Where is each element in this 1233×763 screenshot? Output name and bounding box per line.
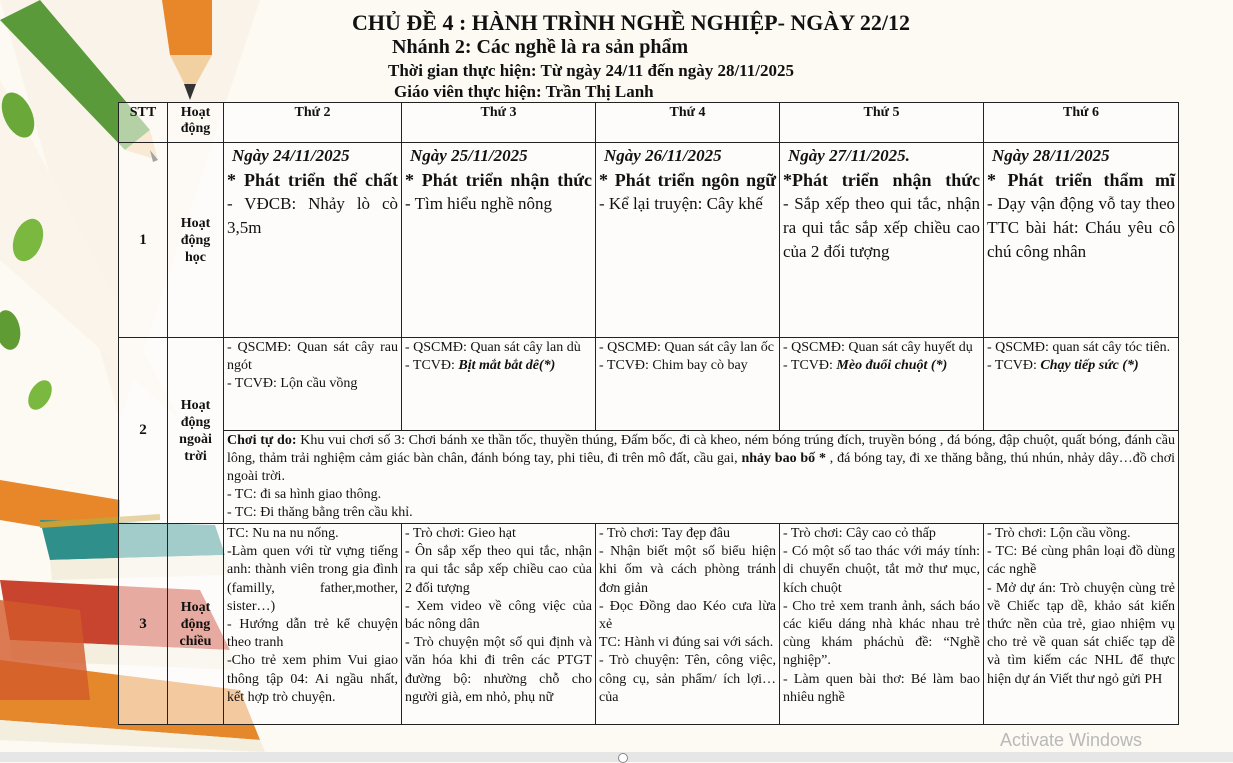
header-activity: Hoạt động [168,103,224,143]
header-stt: STT [119,103,168,143]
row-number: 2 [119,338,168,524]
teacher-text: Giáo viên thực hiện: Trần Thị Lanh [394,82,654,101]
header-monday: Thứ 2 [224,103,402,143]
table-row [119,338,1179,431]
game-line [987,357,1175,375]
row-number: 1 [119,143,168,338]
free-play-label: Chơi tự do: [227,433,297,448]
afternoon-item: - Có một số tao thác với máy tính: di chuyển chuột, tắt mở thư mục, kích chuột [783,544,980,596]
afternoon-item: -Làm quen với từ vựng tiếng anh: thành viên trong gia đình (familly, father,mother, sister…) [227,544,398,614]
day-date: Ngày 24/11/2025 [232,146,350,165]
day-date: Ngày 27/11/2025. [788,146,910,165]
afternoon-item: TC: Hành vi đúng sai với sách. [599,635,774,651]
day-cell [984,143,1179,338]
game-prefix: - TCVĐ: [227,376,281,391]
afternoon-item: - Xem video về công việc của bác nông dân [405,598,592,633]
weekly-plan-table [118,102,1179,725]
afternoon-item: - Nhận biết một số biểu hiện khi ốm và cách phòng tránh đơn giản [599,544,776,596]
game-line [227,375,398,393]
game-prefix: - TCVĐ: [987,358,1041,373]
table-header-row [119,103,1179,143]
afternoon-item: -Cho trẻ xem phim Vui giao thông tập 04: Ai ngầu nhất, kết hợp trò chuyện. [227,653,398,705]
afternoon-item: - Trò chơi: Lộn cầu vồng. [987,526,1131,541]
observation-text: - QSCMĐ: Quan sát cây lan dù [405,340,581,355]
header-wednesday: Thứ 4 [596,103,780,143]
observation-text: - QSCMĐ: quan sát cây tóc tiên. [987,340,1171,355]
game-line [783,357,980,375]
header-thursday: Thứ 5 [780,103,984,143]
day-cell [224,338,402,431]
game-line [405,357,592,375]
afternoon-item: - Cho trẻ xem tranh ảnh, sách báo các kiểu dáng nhà khác nhau trẻ cùng khám pháchủ đề: “Nghề nghiệp”. [783,598,980,669]
free-play-game: - TC: Đi thăng bằng trên cầu khỉ. [227,505,413,520]
afternoon-item: - Hướng dẫn trẻ kể chuyện theo tranh [227,617,398,651]
day-cell [596,338,780,431]
afternoon-item: - Ôn sắp xếp theo qui tắc, nhận ra qui tắc sắp xếp chiều cao của 2 đối tượng [405,544,592,596]
day-content: - Kể lại truyện: Cây khế [599,194,763,213]
day-content: - VĐCB: Nhảy lò cò 3,5m [227,194,398,237]
free-play-text [227,432,1175,486]
day-cell [596,524,780,725]
afternoon-item: - Trò chơi: Tay đẹp đâu [599,526,730,541]
day-date: Ngày 26/11/2025 [604,146,722,165]
afternoon-item: - Trò chuyện: Tên, công việc, công cụ, sản phẩm/ ích lợi… của [599,653,776,705]
day-subject: *Phát triển nhận thức [783,170,980,190]
day-content: - Tìm hiểu nghề nông [405,194,552,213]
game-line [599,357,776,375]
activation-watermark: Activate Windows [1000,730,1143,750]
game-name: Mèo đuổi chuột (*) [836,358,948,373]
afternoon-item: - Trò chơi: Gieo hạt [405,526,516,541]
game-prefix: - TCVĐ: [599,358,653,373]
day-cell [402,338,596,431]
table-row [119,143,1179,338]
afternoon-item: - TC: Bé cùng phân loại đồ dùng các nghề [987,544,1175,578]
day-date: Ngày 25/11/2025 [410,146,528,165]
afternoon-item: - Làm quen bài thơ: Bé làm bao nhiêu nghề [783,671,980,705]
day-subject: * Phát triển nhận thức [405,170,592,190]
day-cell [984,338,1179,431]
day-subject: * Phát triển ngôn ngữ [599,170,776,190]
day-subject: * Phát triển thể chất [227,170,398,190]
afternoon-item: TC: Nu na nu nống. [227,526,339,541]
header-tuesday: Thứ 3 [402,103,596,143]
afternoon-item: - Mở dự án: Trò chuyện cùng trẻ về Chiếc tạp dề, khảo sát kiến thức nền của trẻ, giao nhiệm vụ cho trẻ về quan sát chiếc tạp dề và tìm kiếm các NHL để thực hiện dự án Viết thư ngỏ gửi PH [987,580,1175,687]
period-text: Thời gian thực hiện: Từ ngày 24/11 đến ngày 28/11/2025 [388,61,794,80]
day-cell [402,524,596,725]
observation-text: - QSCMĐ: Quan sát cây lan ốc [599,340,774,355]
game-name: Chạy tiếp sức (*) [1040,358,1139,373]
header-friday: Thứ 6 [984,103,1179,143]
day-cell [224,143,402,338]
row-number: 3 [119,524,168,725]
game-name: Bịt mắt bắt dê(*) [458,358,556,373]
afternoon-item: - Đọc Đồng dao Kéo cưa lừa xẻ [599,598,776,633]
free-play-cell [224,431,1179,524]
day-cell [224,524,402,725]
game-prefix: - TCVĐ: [783,358,837,373]
day-content: - Sắp xếp theo qui tắc, nhận ra qui tắc sắp xếp chiều cao của 2 đối tượng [783,194,980,261]
branch-title: Nhánh 2: Các nghề là ra sản phẩm [392,36,689,58]
observation-text: - QSCMĐ: Quan sát cây rau ngót [227,340,398,373]
game-name: Chim bay cò bay [652,358,748,373]
free-play-tail: , đá bóng tay, đi xe thăng bằng, thú nhún, nhảy dây…đồ chơi ngoài trời. [227,451,1176,484]
day-subject: * Phát triển thẩm mĩ [987,170,1175,190]
day-cell [780,524,984,725]
day-cell [402,143,596,338]
day-cell [780,143,984,338]
horizontal-scrollbar[interactable] [0,752,1233,762]
game-prefix: - TCVĐ: [405,358,459,373]
free-play-list: Khu vui chơi số 3: Chơi bánh xe thần tốc, thuyền thúng, Đấm bốc, đi cà kheo, ném bóng trúng đích, truyền bóng , đá bóng, đập chuột, quất bóng, đánh cầu lông, thảm trải nghiệm cảm giác bàn chân, đánh bóng tay, phi tiêu, đi trên mô đất, cầu gai, [227,433,1175,466]
table-row [119,431,1179,524]
game-name: Lộn cầu vồng [280,376,358,391]
activity-name: Hoạt động ngoài trời [168,338,224,524]
day-cell [984,524,1179,725]
activity-name: Hoạt động chiều [168,524,224,725]
day-date: Ngày 28/11/2025 [992,146,1110,165]
day-content: - Dạy vận động vỗ tay theo TTC bài hát: Cháu yêu cô chú công nhân [987,194,1175,261]
table-row [119,524,1179,725]
page-title: CHỦ ĐỀ 4 : HÀNH TRÌNH NGHỀ NGHIỆP- NGÀY 22/12 [352,10,910,35]
activity-name: Hoạt động học [168,143,224,338]
free-play-game: - TC: đi sa hình giao thông. [227,487,382,502]
free-play-highlight: nhảy bao bố * [741,451,830,466]
observation-text: - QSCMĐ: Quan sát cây huyết dụ [783,340,973,355]
afternoon-item: - Trò chuyện một số qui định và văn hóa khi đi trên các PTGT đường bộ: nhường chỗ cho người già, em nhỏ, phụ nữ [405,635,592,705]
afternoon-item: - Trò chơi: Cây cao cỏ thấp [783,526,936,541]
day-cell [596,143,780,338]
day-cell [780,338,984,431]
